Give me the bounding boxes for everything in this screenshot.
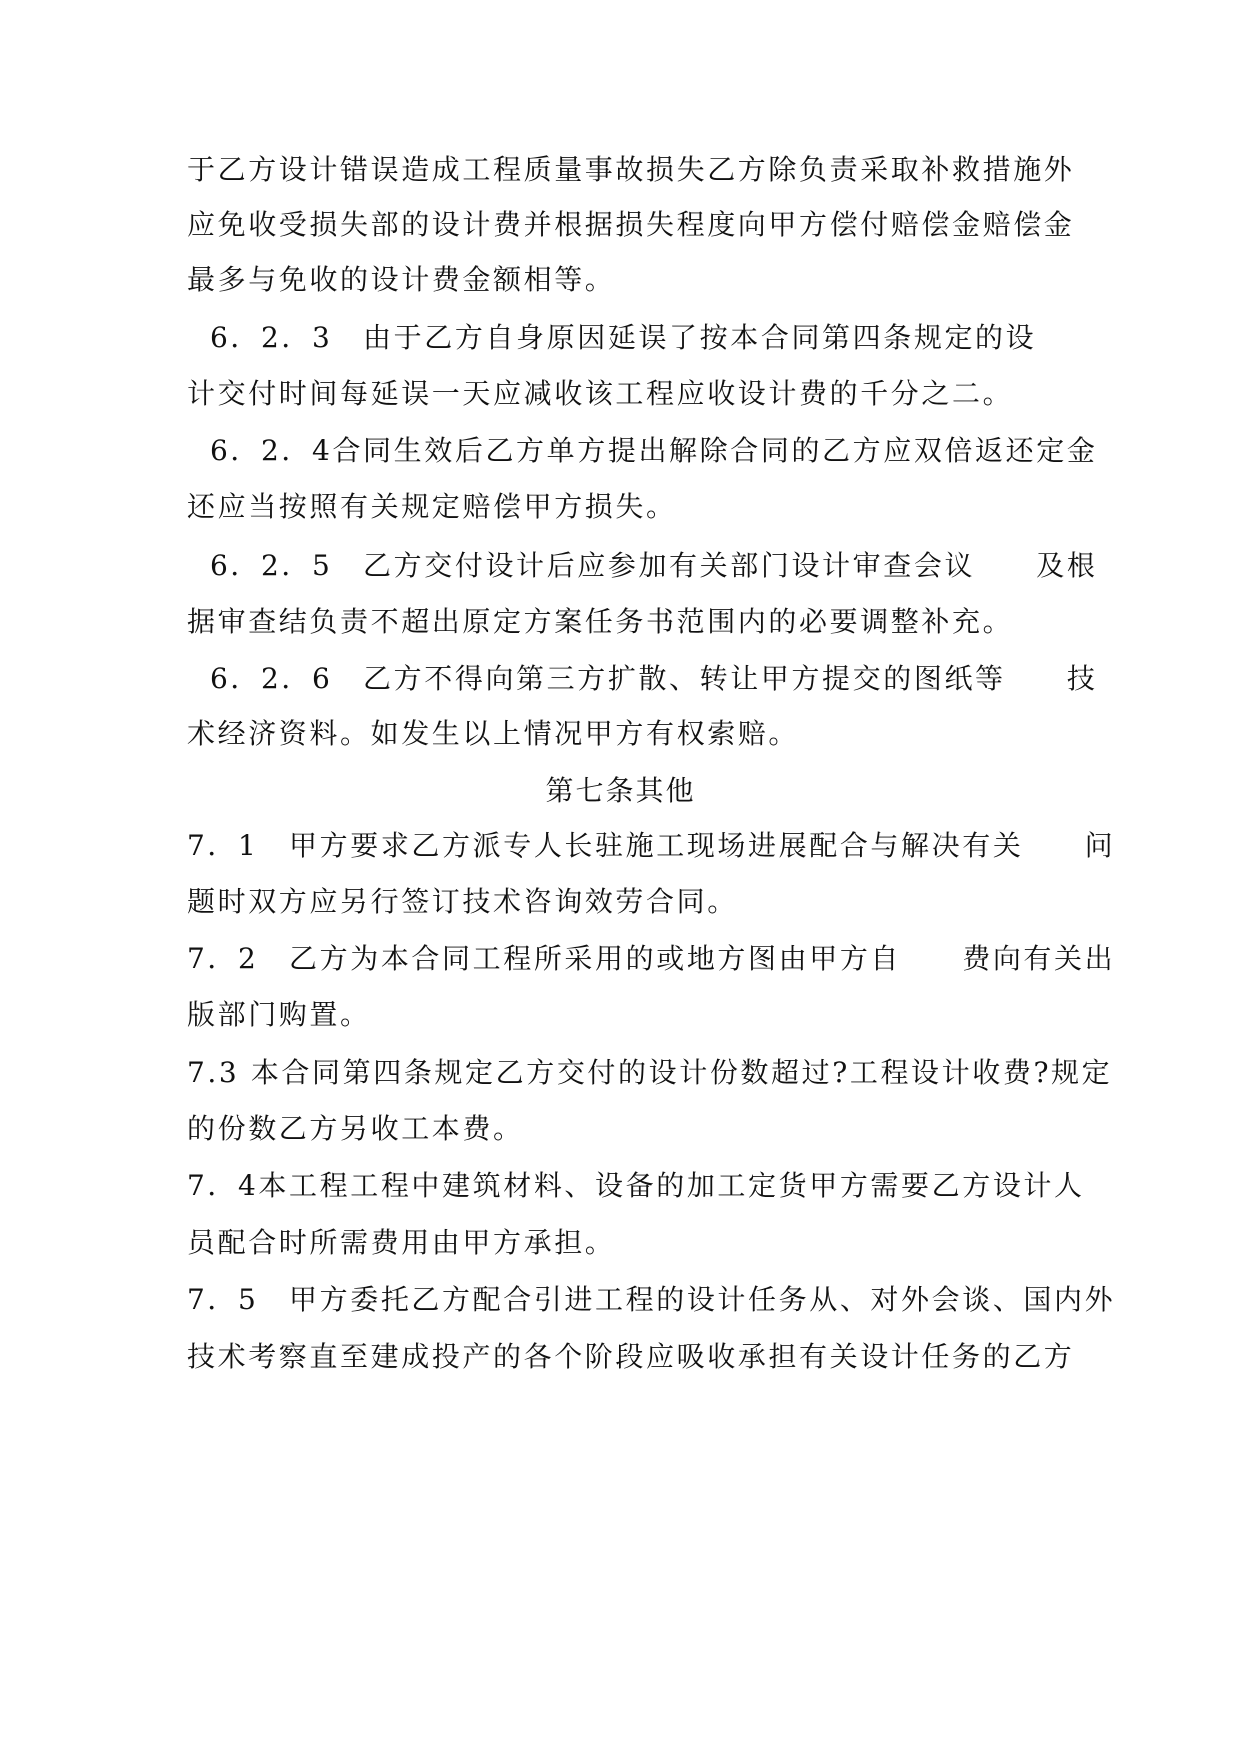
text-line: 于乙方设计错误造成工程质量事故损失乙方除负责采取补救措施外: [187, 153, 1075, 186]
text-line: 技术考察直至建成投产的各个阶段应吸收承担有关设计任务的乙方: [187, 1340, 1075, 1373]
clause-6-2-4: 6．2．4合同生效后乙方单方提出解除合同的乙方应双倍返还定金: [187, 434, 1098, 467]
clause-6-2-5: 6．2．5 乙方交付设计后应参加有关部门设计审查会议 及根: [187, 549, 1098, 582]
text-line: 术经济资料。如发生以上情况甲方有权索赔。: [187, 717, 800, 750]
clause-6-2-3: 6．2．3 由于乙方自身原因延误了按本合同第四条规定的设: [187, 321, 1037, 354]
clause-6-2-6: 6．2．6 乙方不得向第三方扩散、转让甲方提交的图纸等 技: [187, 662, 1098, 695]
text-line: 计交付时间每延误一天应减收该工程应收设计费的千分之二。: [187, 377, 1014, 410]
text-line: 应免收受损失部的设计费并根据损失程度向甲方偿付赔偿金赔偿金: [187, 208, 1075, 241]
clause-7-1: 7．1 甲方要求乙方派专人长驻施工现场进展配合与解决有关 问: [187, 829, 1116, 862]
text-line: 员配合时所需费用由甲方承担。: [187, 1226, 616, 1259]
text-line: 题时双方应另行签订技术咨询效劳合同。: [187, 885, 738, 918]
text-line: 据审查结负责不超出原定方案任务书范围内的必要调整补充。: [187, 605, 1014, 638]
text-line: 还应当按照有关规定赔偿甲方损失。: [187, 490, 677, 523]
clause-7-4: 7．4本工程工程中建筑材料、设备的加工定货甲方需要乙方设计人: [187, 1169, 1085, 1202]
text-line: 的份数乙方另收工本费。: [187, 1112, 524, 1145]
clause-7-2: 7．2 乙方为本合同工程所采用的或地方图由甲方自 费向有关出: [187, 942, 1116, 975]
section-heading: 第七条其他: [545, 774, 696, 807]
clause-7-3: 7.3 本合同第四条规定乙方交付的设计份数超过?工程设计收费?规定: [187, 1056, 1113, 1089]
text-line: 版部门购置。: [187, 998, 371, 1031]
clause-7-5: 7．5 甲方委托乙方配合引进工程的设计任务从、对外会谈、国内外: [187, 1283, 1116, 1316]
text-line: 最多与免收的设计费金额相等。: [187, 263, 616, 296]
